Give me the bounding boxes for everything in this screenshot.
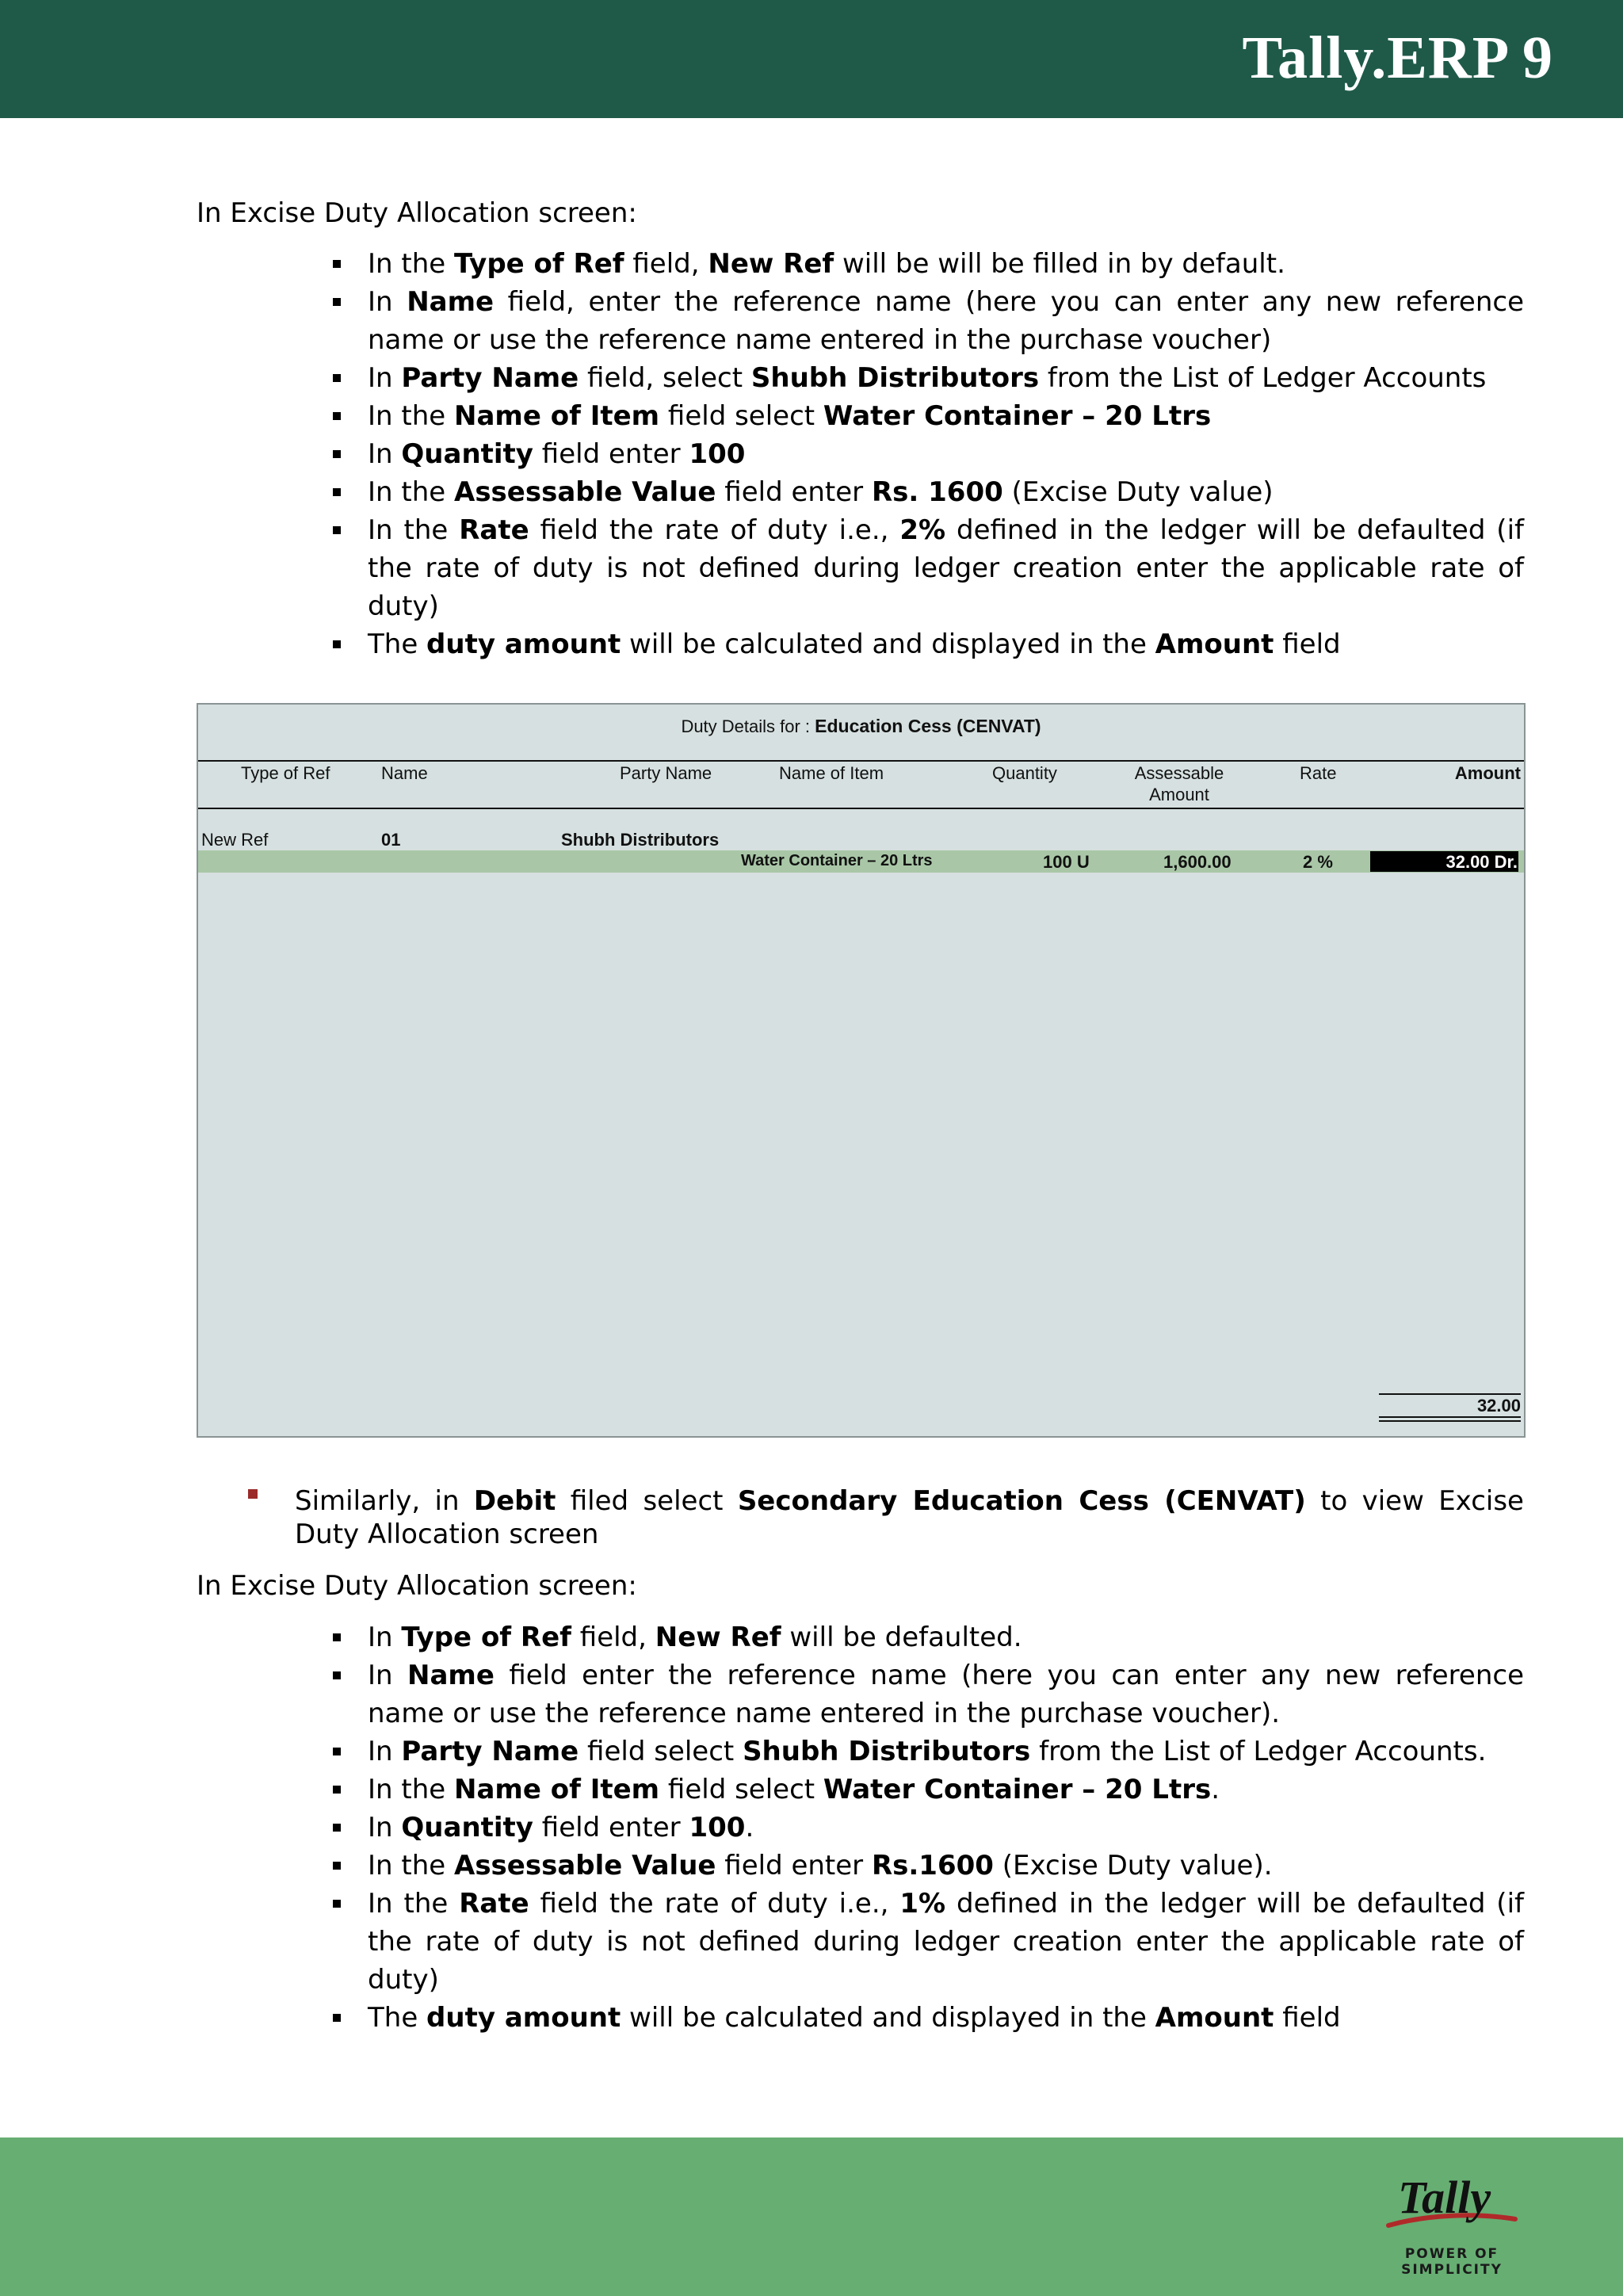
text: field enter the reference name (here you can enter any new reference name or use the reference name entered in the purchase voucher). — [368, 1660, 1524, 1729]
text-bold: Debit — [473, 1485, 556, 1517]
text-bold: Party Name — [401, 362, 579, 394]
row-amount: 32.00 Dr. — [1445, 852, 1518, 872]
row-item: Water Container – 20 Ltrs — [741, 852, 933, 869]
text-bold: Party Name — [401, 1736, 579, 1767]
section2-list — [331, 1618, 1524, 2037]
text: field — [1274, 628, 1341, 660]
text-bold: Type of Ref — [454, 248, 624, 280]
screen-title — [198, 716, 1524, 737]
list-item — [331, 1809, 1524, 1847]
list-item — [331, 625, 1524, 663]
text: The — [368, 2002, 427, 2034]
list-item — [331, 1618, 1524, 1656]
text: will be will be filled in by default. — [834, 248, 1285, 280]
section1-list — [331, 245, 1524, 663]
text-bold: New Ref — [655, 1622, 781, 1653]
text: In the — [368, 1774, 454, 1805]
columns-rule — [198, 808, 1524, 809]
text: field, select — [579, 362, 751, 394]
total-rule-bottom — [1379, 1416, 1521, 1418]
text-bold: Name of Item — [454, 400, 660, 432]
col-assessable — [1132, 762, 1227, 805]
text-bold: 100 — [689, 438, 746, 470]
text-bold: duty amount — [426, 2002, 621, 2034]
list-item — [331, 1771, 1524, 1809]
text: field select — [659, 1774, 823, 1805]
text: to view Excise Duty Allocation screen — [295, 1485, 1524, 1550]
text: In — [368, 1660, 408, 1691]
text: from the List of Ledger Accounts — [1039, 362, 1487, 394]
row-party-name: Shubh Distributors — [561, 830, 720, 850]
text: In — [368, 438, 402, 470]
text: Similarly, in — [295, 1485, 474, 1517]
list-item — [331, 1999, 1524, 2037]
row-name: 01 — [381, 830, 401, 850]
brand-title: Tally.ERP 9 — [1242, 25, 1553, 91]
text: defined in the ledger will be defaulted (if the rate of duty is not defined during ledger creation enter the applicable rate of duty) — [368, 514, 1524, 622]
text: (Excise Duty value) — [1002, 476, 1274, 508]
text-bold: Rate — [459, 514, 529, 546]
tally-logo-mark — [1357, 2172, 1547, 2243]
text: field, — [571, 1622, 655, 1653]
col-assessable-line1: Assessable — [1134, 763, 1224, 783]
row-assessable: 1,600.00 — [1163, 852, 1232, 872]
header-rule — [198, 760, 1524, 762]
col-name: Name — [381, 763, 428, 783]
text: In the — [368, 514, 460, 546]
text: In — [368, 1736, 402, 1767]
text-bold: Rs.1600 — [871, 1850, 994, 1881]
total-rule-top — [1379, 1393, 1521, 1395]
screen-title-label: Duty Details for : — [681, 716, 815, 736]
text-bold: Rs. 1600 — [871, 476, 1003, 508]
list-item — [331, 1847, 1524, 1885]
text: (Excise Duty value). — [993, 1850, 1273, 1881]
text-bold: Quantity — [401, 1812, 533, 1843]
text: field enter — [533, 1812, 689, 1843]
text-bold: Assessable Value — [454, 1850, 716, 1881]
col-amount: Amount — [1454, 763, 1521, 783]
text: field enter — [716, 1850, 872, 1881]
list-item — [331, 435, 1524, 473]
text-bold: Assessable Value — [454, 476, 716, 508]
col-name-of-item: Name of Item — [779, 763, 884, 783]
list-item — [331, 283, 1524, 359]
text-bold: Water Container – 20 Ltrs — [823, 1774, 1212, 1805]
col-type-of-ref: Type of Ref — [241, 763, 330, 783]
list-item — [331, 397, 1524, 435]
total-rule-bottom-double — [1379, 1420, 1521, 1422]
text-bold: Name — [407, 286, 495, 318]
text-bold: Secondary Education Cess (CENVAT) — [737, 1485, 1306, 1517]
list-item — [331, 245, 1524, 283]
duty-details-screen — [197, 703, 1526, 1438]
list-item — [331, 473, 1524, 511]
text: will be calculated and displayed in the — [621, 628, 1155, 660]
text-bold: Shubh Distributors — [743, 1736, 1031, 1767]
text: In the — [368, 400, 454, 432]
row-quantity: 100 U — [1043, 852, 1090, 872]
text: field the rate of duty i.e., — [529, 514, 900, 546]
text: will be defaulted. — [781, 1622, 1022, 1653]
text: field, enter the reference name (here you can enter any new reference name or use the reference name entered in the purchase voucher) — [368, 286, 1524, 356]
text: field the rate of duty i.e., — [529, 1888, 900, 1920]
text: will be calculated and displayed in the — [621, 2002, 1155, 2034]
section2-intro: In Excise Duty Allocation screen: — [197, 1570, 637, 1602]
text: field enter — [716, 476, 872, 508]
text: . — [745, 1812, 754, 1843]
row-rate: 2 % — [1303, 852, 1333, 872]
col-assessable-line2: Amount — [1149, 785, 1209, 804]
text: defined in the ledger will be defaulted (if the rate of duty is not defined during ledger creation enter the applicable rate of duty) — [368, 1888, 1524, 1996]
text: In — [368, 1622, 402, 1653]
section2-note — [295, 1484, 1524, 1551]
text: In the — [368, 476, 454, 508]
list-item — [331, 1733, 1524, 1771]
tally-logo — [1357, 2172, 1547, 2278]
text: The — [368, 628, 427, 660]
text-bold: Name of Item — [454, 1774, 660, 1805]
page-header — [0, 0, 1623, 118]
text: In the — [368, 1888, 460, 1920]
text: In — [368, 1812, 402, 1843]
section1-intro: In Excise Duty Allocation screen: — [197, 197, 637, 229]
list-item — [331, 1885, 1524, 1999]
text: . — [1211, 1774, 1220, 1805]
screen-title-value: Education Cess (CENVAT) — [815, 716, 1041, 736]
row-type-of-ref: New Ref — [201, 830, 269, 850]
list-item — [331, 511, 1524, 625]
text-bold: Rate — [459, 1888, 529, 1920]
section2-bullet-marker — [248, 1489, 258, 1499]
text-bold: Amount — [1155, 628, 1274, 660]
text: field enter — [533, 438, 689, 470]
text-bold: Amount — [1155, 2002, 1274, 2034]
text-bold: Quantity — [401, 438, 533, 470]
text: filed select — [556, 1485, 738, 1517]
list-item — [331, 359, 1524, 397]
text-bold: Shubh Distributors — [750, 362, 1040, 394]
col-rate: Rate — [1300, 763, 1337, 783]
list-item — [331, 1656, 1524, 1733]
text-bold: 2% — [899, 514, 946, 546]
tally-tagline: POWER OF SIMPLICITY — [1401, 2246, 1503, 2278]
text: In the — [368, 248, 454, 280]
text-bold: Type of Ref — [401, 1622, 571, 1653]
col-quantity: Quantity — [992, 763, 1057, 783]
col-party-name: Party Name — [620, 763, 712, 783]
text: field select — [579, 1736, 743, 1767]
text-bold: 1% — [899, 1888, 946, 1920]
text: In — [368, 362, 402, 394]
text: field select — [659, 400, 823, 432]
text-bold: Name — [407, 1660, 495, 1691]
text-bold: Water Container – 20 Ltrs — [823, 400, 1212, 432]
text-bold: duty amount — [426, 628, 621, 660]
total-amount: 32.00 — [1476, 1396, 1521, 1415]
text-bold: 100 — [689, 1812, 746, 1843]
tally-logo-text: Tally — [1398, 2172, 1491, 2223]
text: In — [368, 286, 407, 318]
text: field — [1274, 2002, 1341, 2034]
text: from the List of Ledger Accounts. — [1030, 1736, 1487, 1767]
text: field, — [624, 248, 708, 280]
text: In the — [368, 1850, 454, 1881]
text-bold: New Ref — [708, 248, 834, 280]
